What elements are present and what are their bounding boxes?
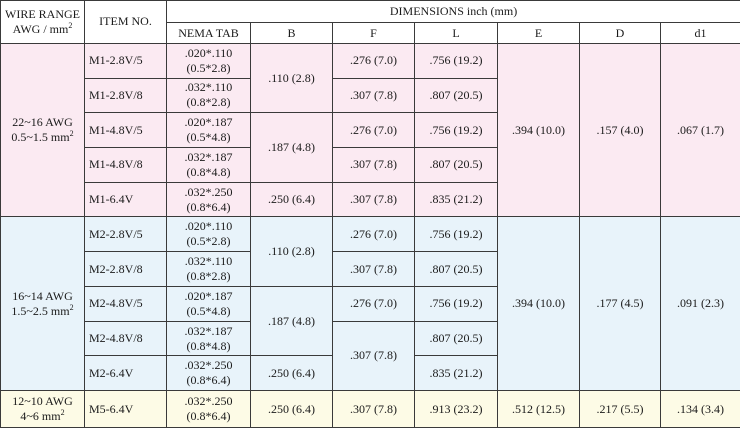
d-cell: .217 (5.5) <box>580 391 661 428</box>
d1-cell: .134 (3.4) <box>661 391 740 428</box>
wire-range-header: WIRE RANGE AWG / $mm^2$ <box>1 1 85 44</box>
b-cell: .110 (2.8) <box>251 217 333 286</box>
wire-range-cell: 16~14 AWG 1.5~2.5 $mm^2$ <box>1 217 85 391</box>
nema-tab-cell: .032*.187 (0.8*4.8) <box>167 321 251 356</box>
e-header: E <box>498 23 580 43</box>
nema-tab-cell: .032*.187 (0.8*4.8) <box>167 148 251 183</box>
b-header: B <box>251 23 333 43</box>
d1-cell: .091 (2.3) <box>661 217 740 391</box>
item-no-cell: M2-6.4V <box>85 356 167 391</box>
item-no-header: ITEM NO. <box>85 1 167 44</box>
l-cell: .756 (19.2) <box>415 286 498 321</box>
l-cell: .807 (20.5) <box>415 321 498 356</box>
item-no-cell: M1-4.8V/8 <box>85 148 167 183</box>
f-cell: .307 (7.8) <box>333 391 415 428</box>
f-cell: .276 (7.0) <box>333 43 415 78</box>
item-no-cell: M2-4.8V/8 <box>85 321 167 356</box>
f-cell: .307 (7.8) <box>333 252 415 287</box>
l-header: L <box>415 23 498 43</box>
nema-tab-cell: .032*.250 (0.8*6.4) <box>167 391 251 428</box>
f-cell: .307 (7.8) <box>333 148 415 183</box>
f-cell: .276 (7.0) <box>333 286 415 321</box>
l-cell: .756 (19.2) <box>415 43 498 78</box>
d1-header: d1 <box>661 23 740 43</box>
l-cell: .807 (20.5) <box>415 78 498 113</box>
wire-range-cell: 12~10 AWG 4~6 $mm^2$ <box>1 391 85 428</box>
l-cell: .756 (19.2) <box>415 217 498 252</box>
nema-tab-cell: .020*.110 (0.5*2.8) <box>167 217 251 252</box>
b-cell: .187 (4.8) <box>251 113 333 182</box>
f-cell: .307 (7.8) <box>333 78 415 113</box>
nema-tab-cell: .020*.187 (0.5*4.8) <box>167 113 251 148</box>
item-no-cell: M1-6.4V <box>85 182 167 217</box>
f-cell: .307 (7.8) <box>333 321 415 390</box>
nema-tab-cell: .032*.110 (0.8*2.8) <box>167 252 251 287</box>
d1-cell: .067 (1.7) <box>661 43 740 217</box>
f-header: F <box>333 23 415 43</box>
b-cell: .250 (6.4) <box>251 391 333 428</box>
item-no-cell: M2-2.8V/5 <box>85 217 167 252</box>
l-cell: .807 (20.5) <box>415 148 498 183</box>
item-no-cell: M2-2.8V/8 <box>85 252 167 287</box>
b-cell: .110 (2.8) <box>251 43 333 112</box>
l-cell: .835 (21.2) <box>415 356 498 391</box>
nema-tab-cell: .020*.187 (0.5*4.8) <box>167 286 251 321</box>
l-cell: .835 (21.2) <box>415 182 498 217</box>
item-no-cell: M1-4.8V/5 <box>85 113 167 148</box>
nema-tab-header: NEMA TAB <box>167 23 251 43</box>
f-cell: .276 (7.0) <box>333 217 415 252</box>
item-no-cell: M1-2.8V/5 <box>85 43 167 78</box>
f-cell: .307 (7.8) <box>333 182 415 217</box>
dimensions-header: DIMENSIONS inch (mm) <box>167 1 740 23</box>
l-cell: .756 (19.2) <box>415 113 498 148</box>
l-cell: .807 (20.5) <box>415 252 498 287</box>
item-no-cell: M5-6.4V <box>85 391 167 428</box>
b-cell: .187 (4.8) <box>251 286 333 355</box>
e-cell: .512 (12.5) <box>498 391 580 428</box>
nema-tab-cell: .032*.250 (0.8*6.4) <box>167 182 251 217</box>
table-row <box>1 217 740 252</box>
d-header: D <box>580 23 661 43</box>
table-row <box>1 43 740 78</box>
table-row <box>1 391 740 428</box>
d-cell: .177 (4.5) <box>580 217 661 391</box>
item-no-cell: M1-2.8V/8 <box>85 78 167 113</box>
wire-range-cell: 22~16 AWG 0.5~1.5 $mm^2$ <box>1 43 85 217</box>
b-cell: .250 (6.4) <box>251 356 333 391</box>
f-cell: .276 (7.0) <box>333 113 415 148</box>
nema-tab-cell: .032*.250 (0.8*6.4) <box>167 356 251 391</box>
b-cell: .250 (6.4) <box>251 182 333 217</box>
l-cell: .913 (23.2) <box>415 391 498 428</box>
e-cell: .394 (10.0) <box>498 43 580 217</box>
d-cell: .157 (4.0) <box>580 43 661 217</box>
e-cell: .394 (10.0) <box>498 217 580 391</box>
nema-tab-cell: .032*.110 (0.8*2.8) <box>167 78 251 113</box>
item-no-cell: M2-4.8V/5 <box>85 286 167 321</box>
nema-tab-cell: .020*.110 (0.5*2.8) <box>167 43 251 78</box>
